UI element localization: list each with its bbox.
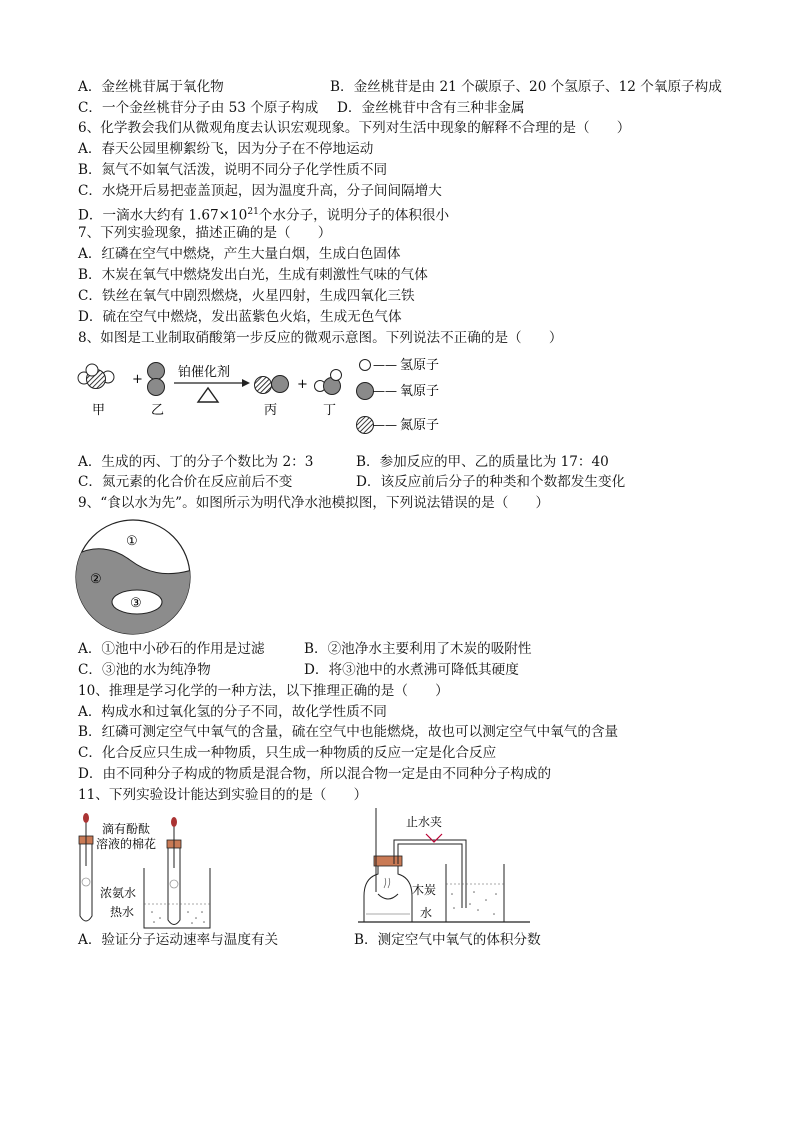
q8-stem: 8、如图是工业制取硝酸第一步反应的微观示意图。下列说法不正确的是（ ） — [78, 330, 563, 346]
q6-option-d-pre: D．一滴水大约有 1.67×10 — [78, 207, 248, 224]
pool-label-1: ① — [126, 534, 138, 549]
molecule-jia — [78, 364, 114, 389]
label-charcoal: 木炭 — [412, 883, 437, 897]
label-ammonia: 浓氨水 — [100, 886, 137, 900]
q9-option-a[interactable]: A．①池中小砂石的作用是过滤 — [78, 641, 265, 657]
left-cotton-icon — [82, 878, 90, 886]
q10-option-c[interactable]: C．化合反应只生成一种物质，只生成一种物质的反应一定是化合反应 — [78, 745, 497, 761]
gas-bottle — [364, 864, 412, 922]
q7-option-a[interactable]: A．红磷在空气中燃烧，产生大量白烟，生成白色固体 — [78, 246, 401, 262]
label-cotton-line2: 溶液的棉花 — [96, 837, 157, 851]
q7-option-c[interactable]: C．铁丝在氧气中剧烈燃烧，火星四射，生成四氧化三铁 — [78, 288, 415, 304]
q7-option-d[interactable]: D．硫在空气中燃烧，发出蓝紫色火焰，生成无色气体 — [78, 309, 402, 325]
molecule-ding — [315, 370, 342, 395]
label-cotton-line1: 滴有酚酞 — [102, 822, 151, 836]
q8-option-c[interactable]: C．氮元素的化合价在反应前后不变 — [78, 474, 293, 490]
q7-stem: 7、下列实验现象，描述正确的是（ ） — [78, 225, 332, 241]
legend-oxygen: 氧原子 — [400, 384, 440, 399]
q10-option-b[interactable]: B．红磷可测定空气中氧气的含量，硫在空气中也能燃烧，故也可以测定空气中氧气的含量 — [78, 724, 619, 740]
q6-option-b[interactable]: B．氮气不如氧气活泼，说明不同分子化学性质不同 — [78, 162, 388, 178]
plus-sign-1: + — [132, 372, 143, 387]
q11-figure-b-apparatus — [354, 804, 534, 930]
reaction-arrow-head — [242, 379, 250, 387]
q5-option-b[interactable]: B．金丝桃苷是由 21 个碳原子、20 个氢原子、12 个氧原子构成 — [330, 79, 722, 95]
q6-option-a[interactable]: A．春天公园里柳絮纷飞，因为分子在不停地运动 — [78, 141, 374, 157]
flame-icon — [384, 878, 390, 888]
q10-option-a[interactable]: A．构成水和过氧化氢的分子不同，故化学性质不同 — [78, 704, 387, 720]
q10-option-d[interactable]: D．由不同种分子构成的物质是混合物，所以混合物一定是由不同种分子构成的 — [78, 766, 552, 782]
q11-option-a[interactable]: A．验证分子运动速率与温度有关 — [78, 932, 279, 948]
q6-option-d[interactable] — [78, 202, 449, 226]
connecting-tube-inner — [398, 844, 462, 908]
q9-option-d[interactable]: D．将③池中的水煮沸可降低其硬度 — [304, 662, 519, 678]
q8-option-b[interactable]: B．参加反应的甲、乙的质量比为 17：40 — [356, 454, 609, 470]
q6-option-d-exponent: 21 — [247, 207, 259, 217]
molecule-yi — [148, 363, 165, 396]
q11-option-b[interactable]: B．测定空气中氧气的体积分数 — [354, 932, 541, 948]
q6-option-d-post: 个水分子，说明分子的体积很小 — [258, 207, 450, 224]
label-bing: 丙 — [264, 403, 278, 418]
hot-water-beaker — [144, 868, 210, 928]
beaker-water-dots — [451, 891, 497, 915]
pool-label-2: ② — [90, 572, 102, 587]
combustion-spoon — [378, 894, 398, 899]
legend-hydrogen: 氢原子 — [400, 358, 440, 373]
legend-dash-n: —— — [373, 418, 397, 432]
left-dropper-bulb — [83, 813, 89, 823]
water-clamp-icon — [426, 834, 442, 842]
legend-dash-o: —— — [373, 384, 397, 398]
q9-option-c[interactable]: C．③池的水为纯净物 — [78, 662, 211, 678]
legend-dash-h: —— — [373, 358, 397, 372]
label-water: 水 — [420, 906, 433, 920]
right-dropper-bulb — [171, 817, 177, 827]
label-hot-water: 热水 — [110, 905, 135, 919]
water-beaker — [446, 864, 504, 922]
q5-option-a[interactable]: A．金丝桃苷属于氧化物 — [78, 79, 224, 95]
legend-nitrogen: 氮原子 — [400, 418, 440, 433]
q9-option-b[interactable]: B．②池净水主要利用了木炭的吸附性 — [304, 641, 532, 657]
q8-option-d[interactable]: D．该反应前后分子的种类和个数都发生变化 — [356, 474, 626, 490]
q10-stem: 10、推理是学习化学的一种方法，以下推理正确的是（ ） — [78, 683, 449, 699]
q11-figure-a-apparatus — [74, 808, 214, 932]
plus-sign-2: + — [297, 377, 308, 392]
q6-option-c[interactable]: C．水烧开后易把壶盖顶起，因为温度升高，分子间间隔增大 — [78, 183, 442, 199]
connecting-tube — [394, 840, 466, 908]
label-clamp: 止水夹 — [406, 815, 443, 829]
q8-reaction-diagram — [70, 350, 470, 442]
label-jia: 甲 — [92, 403, 106, 418]
catalyst-label: 铂催化剂 — [178, 365, 231, 380]
label-yi: 乙 — [151, 403, 165, 418]
q9-water-pool-diagram — [74, 518, 192, 636]
right-cotton-icon — [170, 880, 178, 888]
pool-label-3: ③ — [130, 596, 142, 611]
q5-option-d[interactable]: D．金丝桃苷中含有三种非金属 — [337, 100, 525, 116]
label-ding: 丁 — [323, 403, 337, 418]
molecule-bing — [255, 376, 289, 394]
q6-stem: 6、化学教会我们从微观角度去认识宏观现象。下列对生活中现象的解释不合理的是（ ） — [78, 120, 631, 136]
q11-stem: 11、下列实验设计能达到实验目的的是（ ） — [78, 787, 368, 803]
q8-option-a[interactable]: A．生成的丙、丁的分子个数比为 2：3 — [78, 454, 314, 470]
heat-triangle-icon — [198, 388, 218, 402]
atom-legend — [357, 358, 440, 434]
q5-option-c[interactable]: C．一个金丝桃苷分子由 53 个原子构成 — [78, 100, 319, 116]
q9-stem: 9、“食以水为先”。如图所示为明代净水池模拟图，下列说法错误的是（ ） — [78, 495, 550, 511]
q7-option-b[interactable]: B．木炭在氧气中燃烧发出白光，生成有刺激性气味的气体 — [78, 267, 428, 283]
